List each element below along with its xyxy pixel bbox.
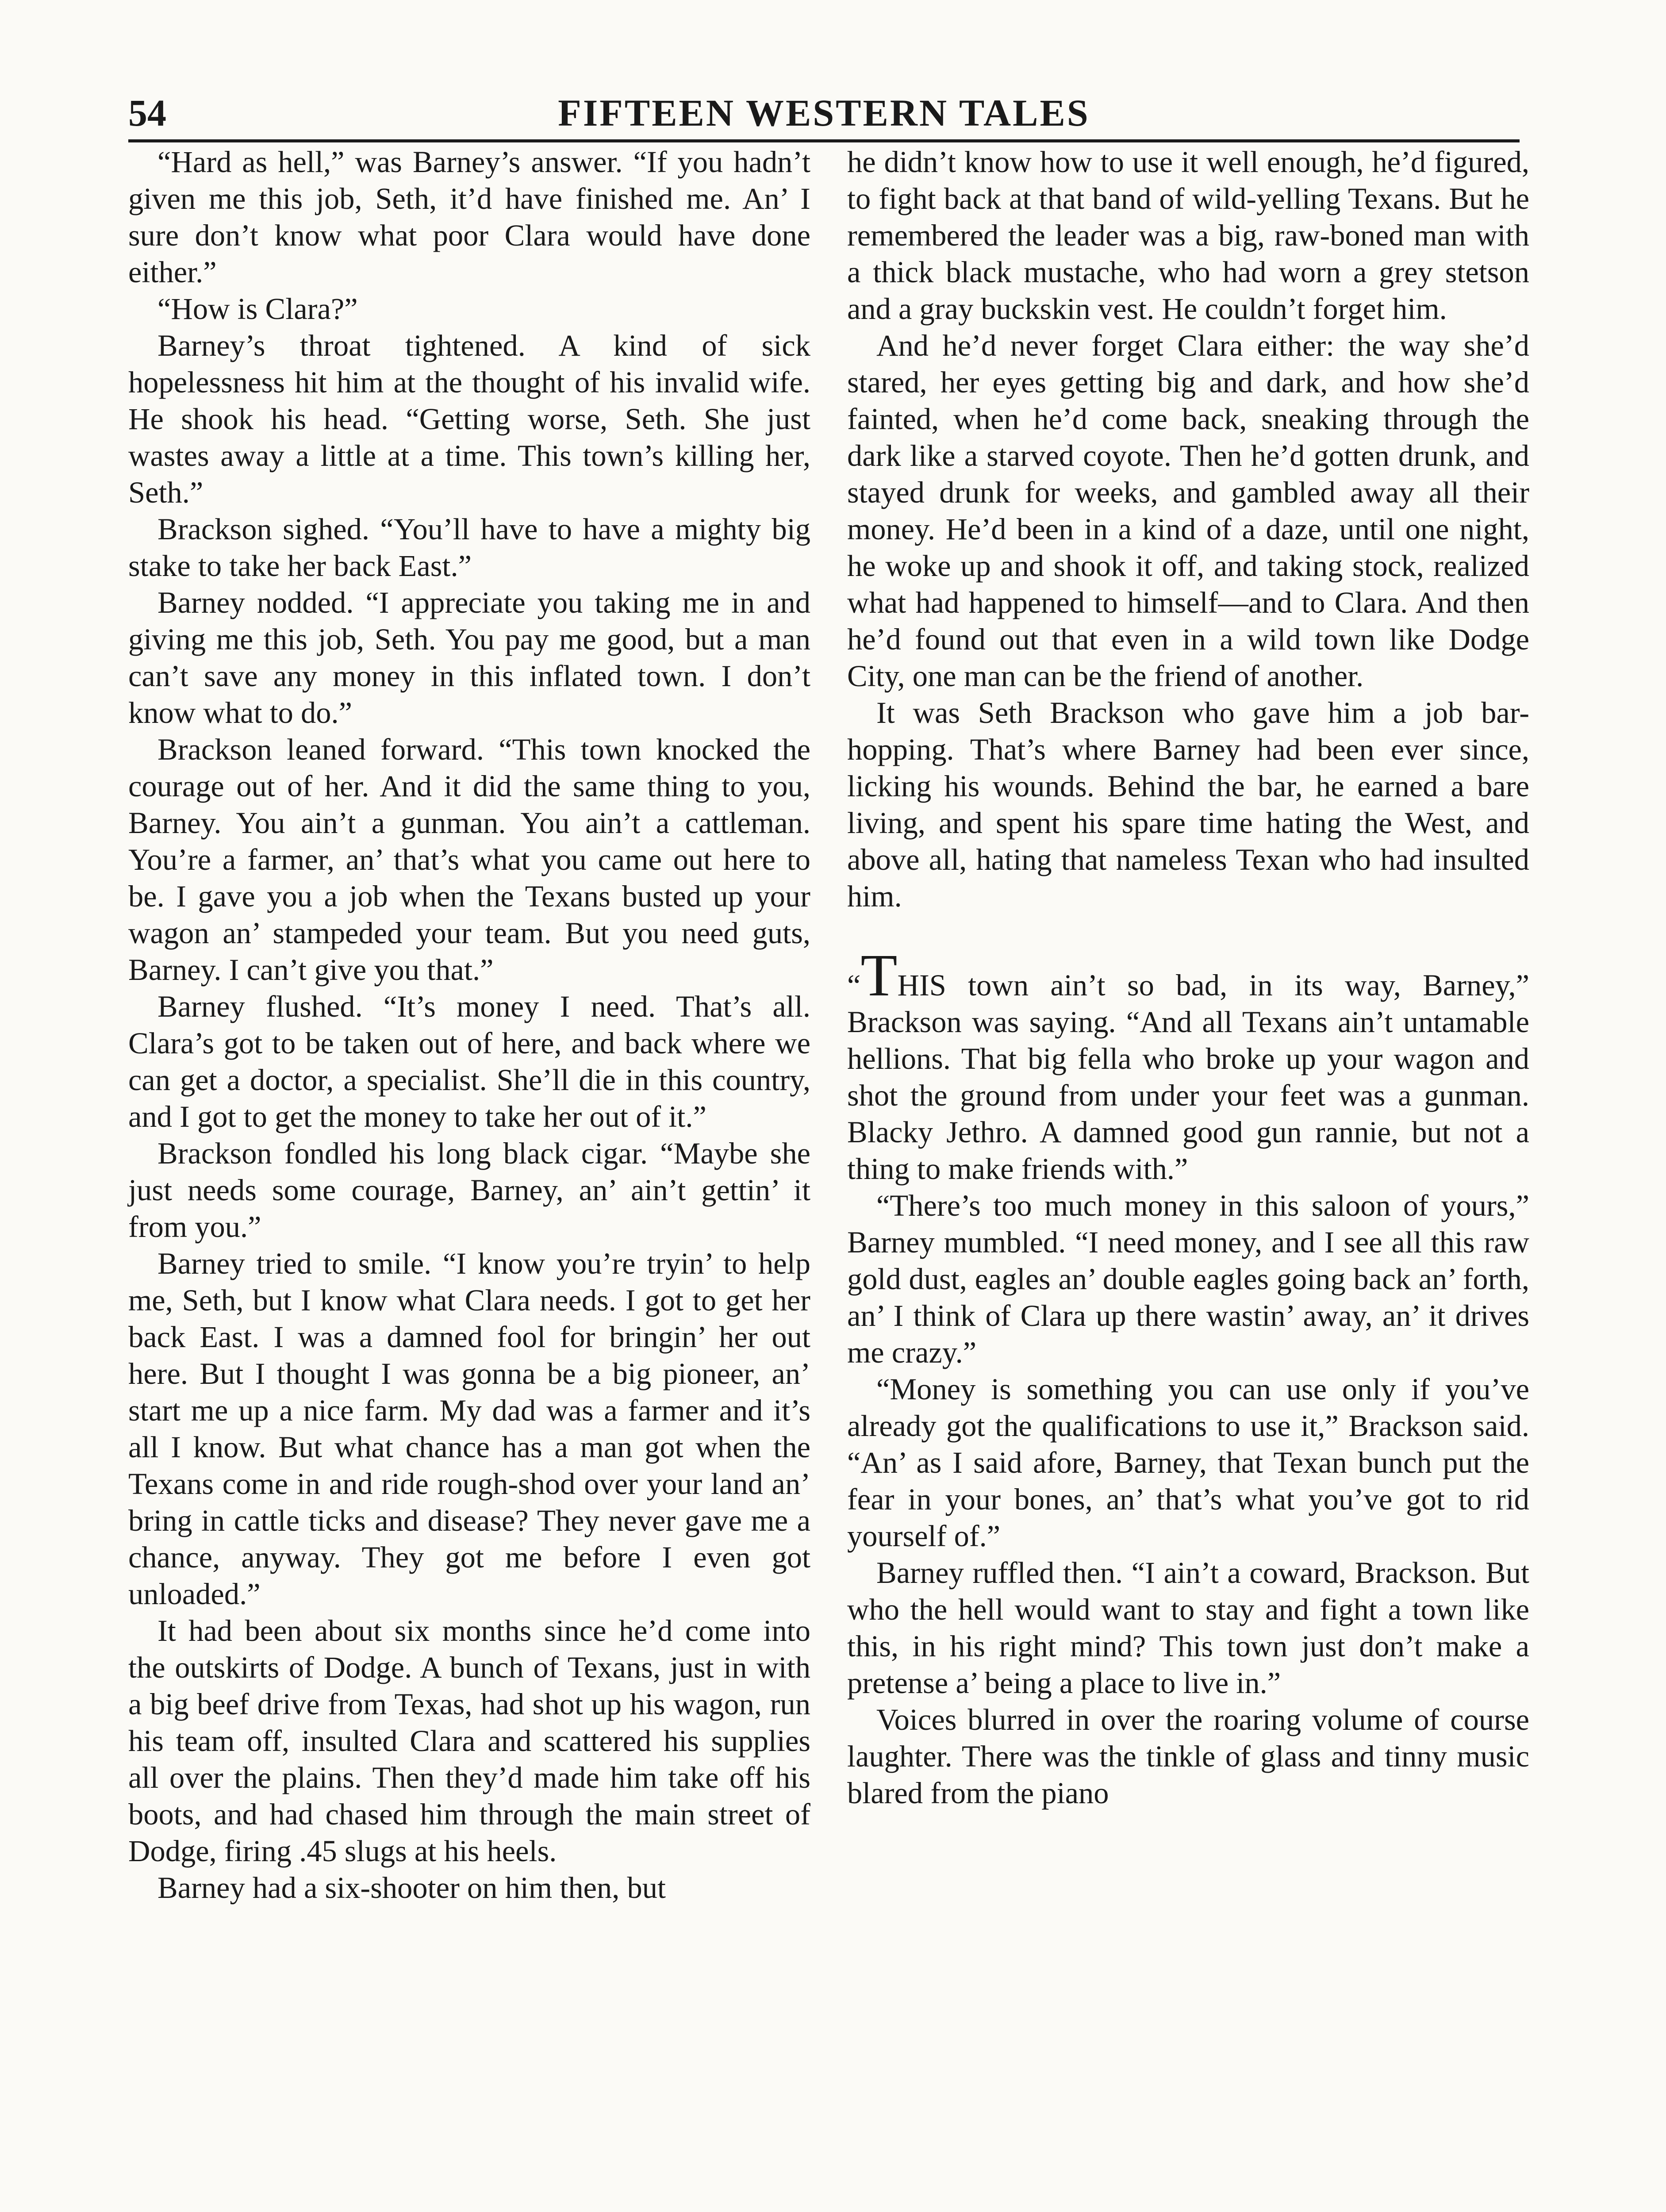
section-opening-paragraph xyxy=(847,942,1529,1187)
paragraph: Barney had a six-shooter on him then, but xyxy=(157,1871,666,1905)
section-opening-text: HIS town ain’t so bad, in its way, Barney,” Brackson was saying. “And all Texans ain’t untamable hellions. That big fella who broke up your wagon and shot the ground from under your feet was a gunman. Blacky Jethro. A damned good gun rannie, but not a thing to make friends with.” xyxy=(847,968,1529,1186)
paragraph: It had been about six months since he’d come into the outskirts of Dodge. A bunch of Texans, just in with a big beef drive from Texas, had shot up his wagon, run his team off, insulted Clara and scattered his supplies all over the plains. Then they’d made him take off his boots, and had chased him through the main street of Dodge, firing .45 slugs at his heels. xyxy=(128,1614,810,1868)
paragraph: “There’s too much money in this saloon of yours,” Barney mumbled. “I need money, and I see all this raw gold dust, eagles an’ double eagles going back an’ forth, an’ I think of Clara up there wastin’ away, an’ it drives me crazy.” xyxy=(847,1189,1529,1369)
page-number: 54 xyxy=(128,92,166,134)
left-column xyxy=(128,144,810,1906)
paragraph: Brackson leaned forward. “This town knocked the courage out of her. And it did the same thing to you, Barney. You ain’t a gunman. You ain’t a cattleman. You’re a farmer, an’ that’s what you came out here to be. I gave you a job when the Texans busted up your wagon an’ stampeded your team. But you need guts, Barney. I can’t give you that.” xyxy=(128,733,810,987)
paragraph: “Money is something you can use only if you’ve already got the qualifications to use it,” Brackson said. “An’ as I said afore, Barney, that Texan bunch put the fear in your bones, an’ that’s what you’ve got to rid yourself of.” xyxy=(847,1372,1529,1553)
paragraph: Barney nodded. “I appreciate you taking me in and giving me this job, Seth. You pay me good, but a man can’t save any money in this inflated town. I don’t know what to do.” xyxy=(128,586,810,730)
opening-quote: “ xyxy=(847,968,861,1002)
paragraph: Brackson fondled his long black cigar. “Maybe she just needs some courage, Barney, an’ ain’t gettin’ it from you.” xyxy=(128,1137,810,1244)
running-header xyxy=(128,91,1520,142)
paragraph: Barney’s throat tightened. A kind of sick hopelessness hit him at the thought of his invalid wife. He shook his head. “Getting worse, Seth. She just wastes away a little at a time. This town’s killing her, Seth.” xyxy=(128,329,810,509)
paragraph: It was Seth Brackson who gave him a job bar-hopping. That’s where Barney had been ever since, licking his wounds. Behind the bar, he earned a bare living, and spent his spare time hating the West, and above all, hating that nameless Texan who had insulted him. xyxy=(847,696,1529,913)
paragraph: Barney flushed. “It’s money I need. That’s all. Clara’s got to be taken out of here, and back where we can get a doctor, a specialist. She’ll die in this country, and I got to get the money to take her out of it.” xyxy=(128,990,810,1133)
paragraph: “Hard as hell,” was Barney’s answer. “If you hadn’t given me this job, Seth, it’d have finished me. An’ I sure don’t know what poor Clara would have done either.” xyxy=(128,145,810,289)
paragraph: Brackson sighed. “You’ll have to have a mighty big stake to take her back East.” xyxy=(128,512,810,583)
paragraph: “How is Clara?” xyxy=(157,292,358,326)
right-column xyxy=(847,144,1529,1812)
paragraph: Barney tried to smile. “I know you’re tryin’ to help me, Seth, but I know what Clara needs. I got to get her back East. I was a damned fool for bringin’ her out here. But I thought I was gonna be a big pioneer, an’ start me up a nice farm. My dad was a farmer and it’s all I know. But what chance has a man got when the Texans come in and ride rough-shod over your land an’ bring in cattle ticks and disease? They never gave me a chance, anyway. They got me before I even got unloaded.” xyxy=(128,1247,810,1611)
paragraph: And he’d never forget Clara either: the way she’d stared, her eyes getting big and dark, and how she’d fainted, when he’d come back, sneaking through the dark like a starved coyote. Then he’d gotten drunk, and stayed drunk for weeks, and gambled away all their money. He’d been in a kind of a daze, until one night, he woke up and shook it off, and taking stock, realized what had happened to himself—and to Clara. And then he’d found out that even in a wild town like Dodge City, one man can be the friend of another. xyxy=(847,329,1529,693)
drop-cap: T xyxy=(860,942,898,1009)
paragraph-continued: he didn’t know how to use it well enough, he’d figured, to fight back at that band of wild-yelling Texans. But he remembered the leader was a big, raw-boned man with a thick black mustache, who had worn a grey stetson and a gray buckskin vest. He couldn’t forget him. xyxy=(847,145,1529,326)
paragraph: Voices blurred in over the roaring volume of course laughter. There was the tinkle of glass and tinny music blared from the piano xyxy=(847,1703,1529,1810)
paragraph: Barney ruffled then. “I ain’t a coward, Brackson. But who the hell would want to stay and fight a town like this, in his right mind? This town just don’t make a pretense a’ being a place to live in.” xyxy=(847,1556,1529,1700)
running-title: FIFTEEN WESTERN TALES xyxy=(558,92,1090,134)
